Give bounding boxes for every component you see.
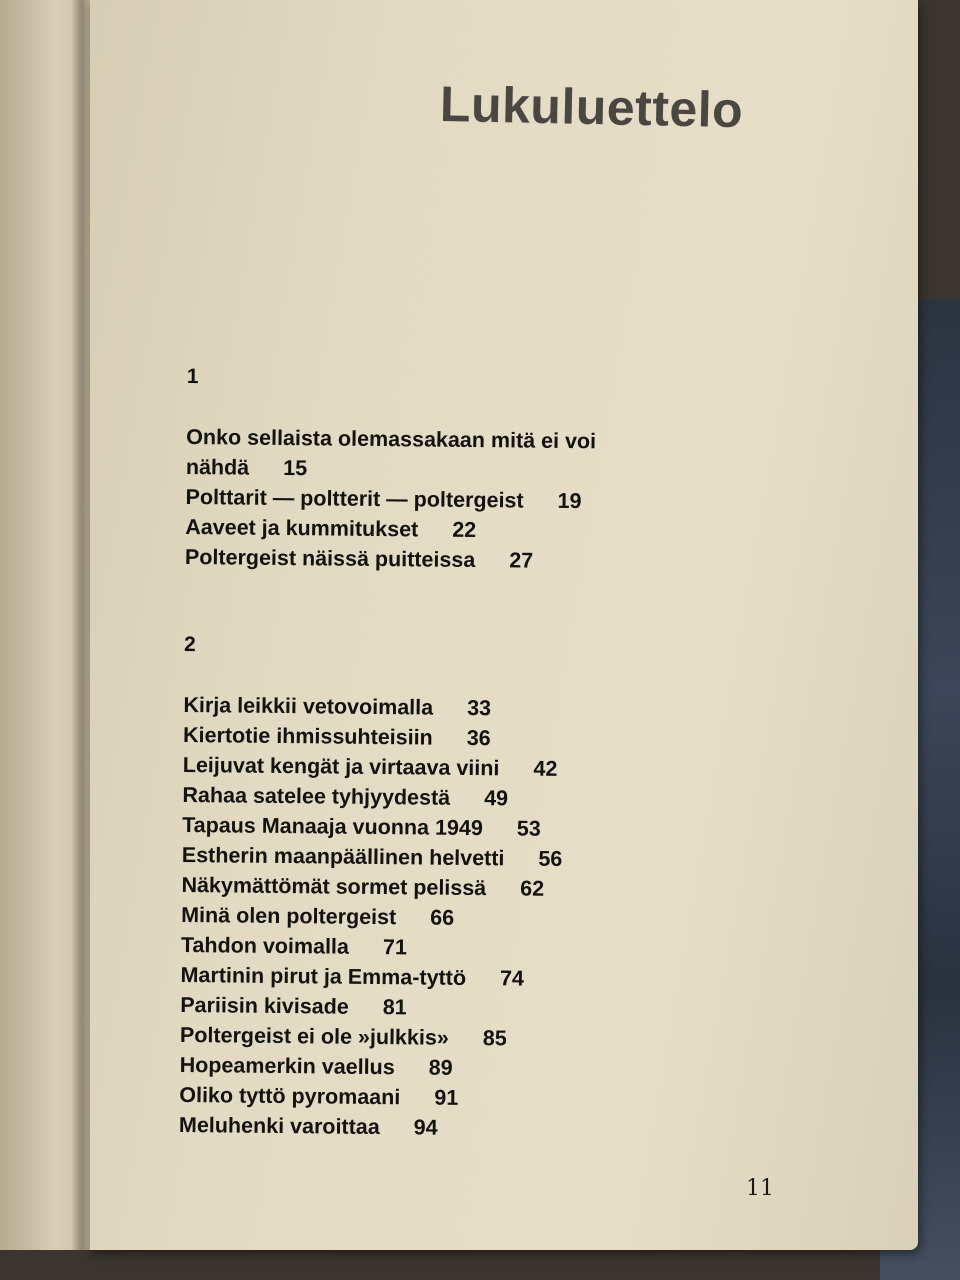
section-spacer: [184, 572, 825, 637]
entry-page: 42: [533, 756, 558, 781]
entry-title: Meluhenki varoittaa: [178, 1112, 380, 1140]
entry-page: 19: [557, 488, 582, 514]
entry-title: Näkymättömät sormet pelissä: [181, 872, 487, 901]
page-title: Lukuluettelo: [439, 75, 744, 139]
toc-section-1: [185, 362, 827, 579]
entry-page: 53: [516, 816, 541, 841]
entry-title: Aaveet ja kummitukset: [185, 514, 419, 542]
entry-page: 89: [428, 1055, 453, 1080]
entry-title-cont: nähdä: [185, 454, 250, 480]
section-number: 1: [186, 364, 199, 389]
entry-title: Rahaa satelee tyhjyydestä: [182, 782, 451, 810]
book-gutter: [72, 0, 92, 1250]
entry-page: 94: [413, 1115, 438, 1140]
entry-title: Kiertotie ihmissuhteisiin: [182, 722, 433, 750]
book-page: [90, 0, 918, 1250]
entry-title: Polttarit — poltterit — poltergeist: [185, 484, 524, 513]
entry-page: 15: [283, 456, 308, 481]
entry-title: Pariisin kivisade: [180, 992, 349, 1019]
entry-page: 66: [430, 905, 455, 930]
toc-entry: [186, 422, 827, 489]
toc-section-2: [179, 630, 824, 1147]
toc-entries: [185, 422, 827, 579]
table-of-contents: [179, 362, 827, 1147]
toc-entry: [179, 1110, 819, 1147]
entry-title: Hopeamerkin vaellus: [179, 1052, 395, 1080]
entry-title: Tahdon voimalla: [180, 932, 350, 959]
entry-title: Leijuvat kengät ja virtaava viini: [182, 752, 500, 781]
entry-page: 74: [499, 966, 525, 991]
entry-page: 85: [482, 1026, 507, 1051]
entry-title: Onko sellaista olemassakaan mitä ei voi: [186, 424, 597, 454]
section-number: 2: [183, 632, 196, 657]
entry-page: 81: [382, 995, 407, 1020]
page-number: 11: [746, 1176, 774, 1201]
entry-page: 71: [382, 935, 407, 960]
entry-page: 27: [509, 548, 534, 573]
entry-title: Oliko tyttö pyromaani: [179, 1082, 401, 1110]
entry-page: 62: [520, 876, 545, 901]
entry-title: Poltergeist ei ole »julkkis»: [179, 1022, 449, 1050]
entry-title: Martinin pirut ja Emma-tyttö: [180, 962, 467, 990]
toc-entries: [179, 690, 824, 1147]
entry-page: 22: [452, 517, 477, 543]
entry-page: 49: [484, 786, 509, 811]
entry-title: Kirja leikkii vetovoimalla: [183, 692, 434, 720]
entry-page: 56: [538, 846, 563, 871]
entry-title: Tapaus Manaaja vuonna 1949: [182, 812, 483, 841]
entry-title: Minä olen poltergeist: [181, 902, 397, 930]
entry-page: 33: [467, 695, 492, 721]
entry-page: 91: [434, 1085, 459, 1110]
entry-page: 36: [466, 725, 491, 751]
entry-title: Estherin maanpäällinen helvetti: [181, 842, 505, 871]
entry-title: Poltergeist näissä puitteissa: [184, 544, 476, 573]
